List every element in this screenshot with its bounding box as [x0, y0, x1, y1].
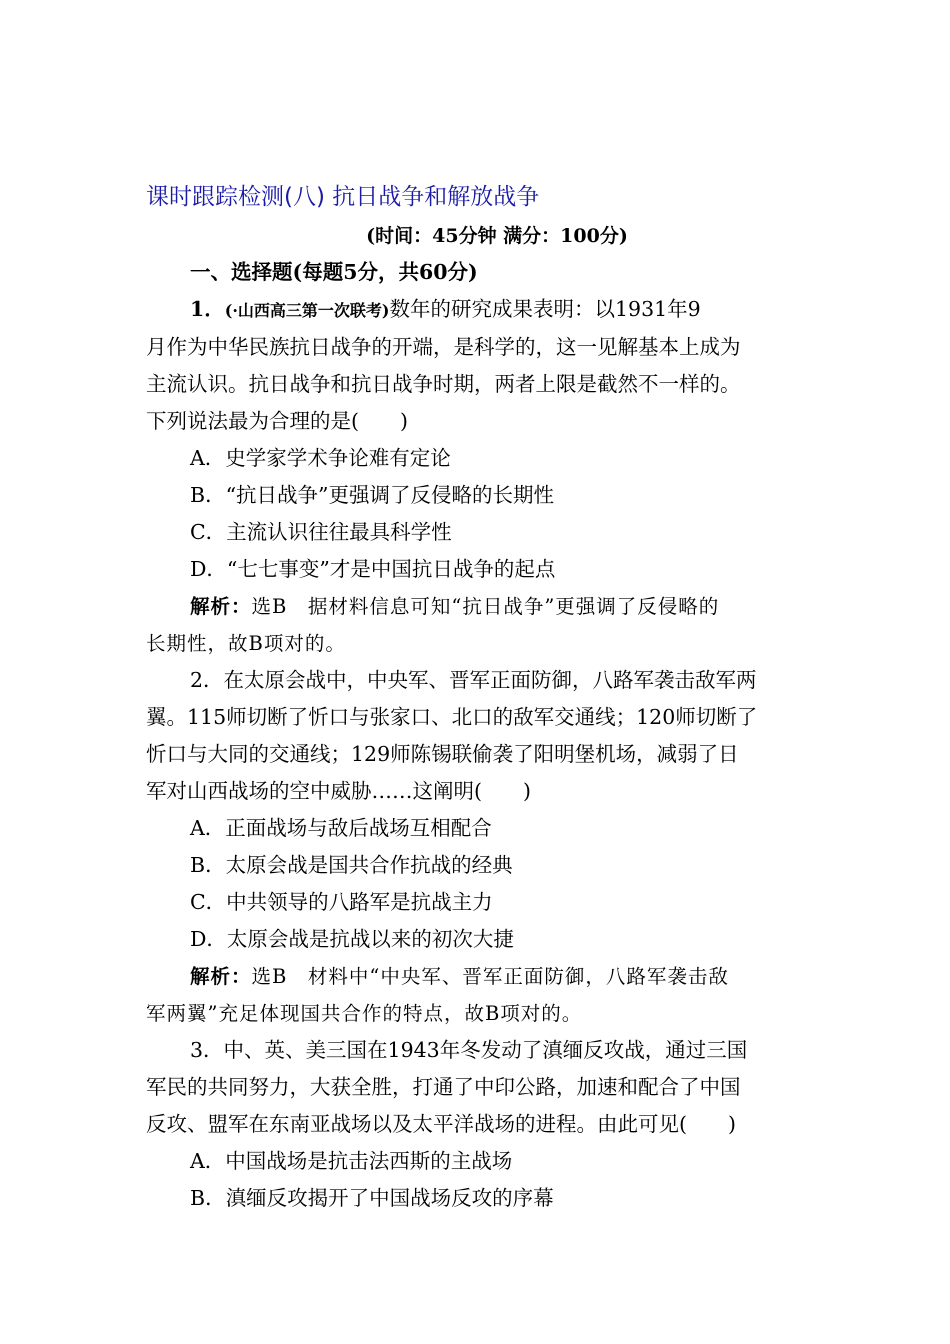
option-a: A．中国战场是抗击法西斯的主战场: [190, 1149, 513, 1173]
question-number: 1．: [190, 297, 225, 321]
analysis-line-2: 长期性，故B项对的。: [146, 632, 346, 655]
option-a: A．史学家学术争论难有定论: [190, 446, 451, 470]
question-1-line-2: 月作为中华民族抗日战争的开端，是科学的，这一见解基本上成为: [146, 335, 741, 359]
question-3-line-2: 军民的共同努力，大获全胜，打通了中印公路，加速和配合了中国: [146, 1075, 741, 1099]
option-c: C．中共领导的八路军是抗战主力: [190, 890, 493, 914]
page-title: 课时跟踪检测(八) 抗日战争和解放战争: [146, 184, 540, 210]
question-2-line-2: 翼。115师切断了忻口与张家口、北口的敌军交通线；120师切断了: [146, 705, 758, 729]
question-3-line-3: 反攻、盟军在东南亚战场以及太平洋战场的进程。由此可见( ): [146, 1112, 736, 1136]
analysis-label: 解析：: [190, 595, 252, 618]
option-d: D．“七七事变”才是中国抗日战争的起点: [190, 557, 556, 581]
option-b: B．“抗日战争”更强调了反侵略的长期性: [190, 483, 555, 507]
exam-meta: (时间：45分钟 满分：100分): [366, 225, 628, 247]
analysis-line-2: 军两翼”充足体现国共合作的特点，故B项对的。: [146, 1002, 583, 1025]
question-3-line-1: 3．中、英、美三国在1943年冬发动了滇缅反攻战，通过三国: [190, 1038, 748, 1062]
question-2-line-4: 军对山西战场的空中威胁……这阐明( ): [146, 779, 531, 803]
option-a: A．正面战场与敌后战场互相配合: [190, 816, 492, 840]
question-2-line-3: 忻口与大同的交通线；129师陈锡联偷袭了阳明堡机场，减弱了日: [146, 742, 739, 766]
option-b: B．太原会战是国共合作抗战的经典: [190, 853, 513, 877]
question-source: (·山西高三第一次联考): [224, 301, 390, 320]
question-1-line-3: 主流认识。抗日战争和抗日战争时期，两者上限是截然不一样的。: [146, 372, 741, 396]
analysis-line-1: 解析：选B 材料中“中央军、晋军正面防御，八路军袭击敌: [190, 965, 729, 988]
question-2: [146, 662, 808, 1032]
question-1: [146, 291, 808, 662]
analysis-line-1: 解析：选B 据材料信息可知“抗日战争”更强调了反侵略的: [190, 595, 720, 618]
question-3: [146, 1032, 808, 1217]
analysis-label: 解析：: [190, 965, 252, 988]
document-page: [146, 180, 808, 1217]
option-b: B．滇缅反攻揭开了中国战场反攻的序幕: [190, 1186, 554, 1210]
option-d: D．太原会战是抗战以来的初次大捷: [190, 927, 514, 951]
section-heading: 一、选择题(每题5分，共60分): [190, 260, 478, 284]
question-1-line-4: 下列说法最为合理的是( ): [146, 409, 408, 433]
question-2-line-1: 2．在太原会战中，中央军、晋军正面防御，八路军袭击敌军两: [190, 668, 757, 692]
option-c: C．主流认识往往最具科学性: [190, 520, 452, 544]
question-1-line-1: 1．(·山西高三第一次联考)数年的研究成果表明：以1931年9: [190, 297, 701, 321]
